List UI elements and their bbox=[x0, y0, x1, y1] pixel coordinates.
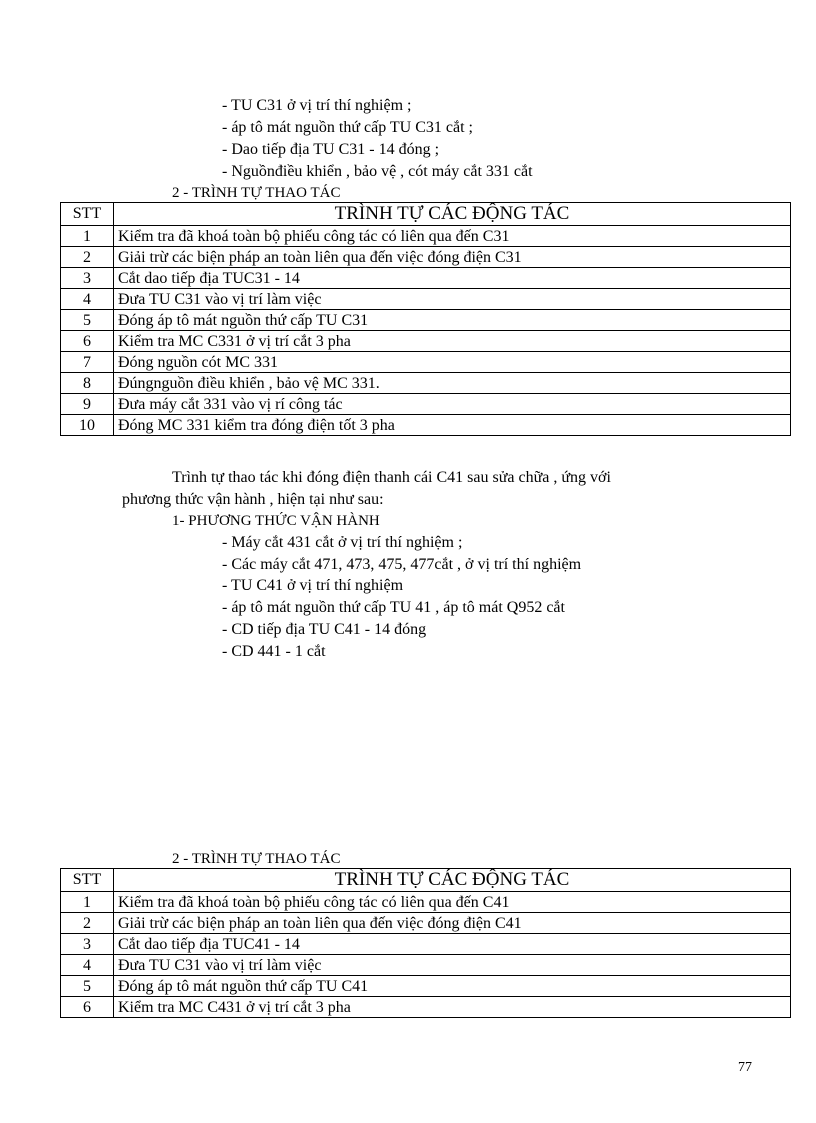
table-header-row bbox=[61, 203, 791, 226]
table-row bbox=[61, 268, 791, 289]
condition-line: - CD 441 - 1 cắt bbox=[222, 643, 326, 660]
table-row bbox=[61, 997, 791, 1018]
table-row bbox=[61, 247, 791, 268]
sequence-heading: 2 - TRÌNH TỰ THAO TÁC bbox=[172, 185, 341, 201]
table-row bbox=[61, 352, 791, 373]
condition-line: - Dao tiếp địa TU C31 - 14 đóng ; bbox=[222, 141, 440, 158]
condition-line: - Nguồnđiều khiển , bảo vệ , cót máy cắt 331 cắt bbox=[222, 163, 533, 180]
row-number: 8 bbox=[61, 373, 114, 394]
row-number: 5 bbox=[61, 976, 114, 997]
sequence-heading: 2 - TRÌNH TỰ THAO TÁC bbox=[172, 851, 341, 867]
table-row bbox=[61, 415, 791, 436]
condition-line: - CD tiếp địa TU C41 - 14 đóng bbox=[222, 621, 427, 638]
stt-header: STT bbox=[61, 203, 114, 226]
row-number: 2 bbox=[61, 247, 114, 268]
stt-header: STT bbox=[61, 869, 114, 892]
row-number: 3 bbox=[61, 934, 114, 955]
table-row bbox=[61, 310, 791, 331]
condition-line: - áp tô mát nguồn thứ cấp TU C31 cắt ; bbox=[222, 119, 473, 136]
condition-line: - TU C41 ở vị trí thí nghiệm bbox=[222, 577, 404, 594]
mode-heading: 1- PHƯƠNG THỨC VẬN HÀNH bbox=[172, 513, 380, 529]
condition-line: - TU C31 ở vị trí thí nghiệm ; bbox=[222, 97, 412, 114]
row-number: 5 bbox=[61, 310, 114, 331]
row-action: Kiểm tra đã khoá toàn bộ phiếu công tác có liên qua đến C31 bbox=[114, 226, 791, 247]
row-number: 2 bbox=[61, 913, 114, 934]
row-number: 4 bbox=[61, 955, 114, 976]
row-action: Đóng MC 331 kiểm tra đóng điện tốt 3 pha bbox=[114, 415, 791, 436]
row-action: Đưa TU C31 vào vị trí làm việc bbox=[114, 955, 791, 976]
condition-line: - áp tô mát nguồn thứ cấp TU 41 , áp tô mát Q952 cắt bbox=[222, 599, 565, 616]
operations-table bbox=[60, 202, 791, 436]
table-row bbox=[61, 226, 791, 247]
row-action: Cắt dao tiếp địa TUC31 - 14 bbox=[114, 268, 791, 289]
page-number: 77 bbox=[738, 1060, 752, 1075]
row-action: Kiểm tra MC C431 ở vị trí cắt 3 pha bbox=[114, 997, 791, 1018]
row-number: 3 bbox=[61, 268, 114, 289]
table-row bbox=[61, 934, 791, 955]
intro-paragraph-line: Trình tự thao tác khi đóng điện thanh cái C41 sau sửa chữa , ứng với bbox=[172, 469, 611, 486]
table-row bbox=[61, 289, 791, 310]
row-action: Đóng nguồn cót MC 331 bbox=[114, 352, 791, 373]
row-number: 6 bbox=[61, 997, 114, 1018]
row-action: Đưa máy cắt 331 vào vị rí công tác bbox=[114, 394, 791, 415]
row-number: 4 bbox=[61, 289, 114, 310]
table-row bbox=[61, 976, 791, 997]
table-row bbox=[61, 913, 791, 934]
condition-line: - Các máy cắt 471, 473, 475, 477cắt , ở vị trí thí nghiệm bbox=[222, 556, 582, 573]
row-number: 1 bbox=[61, 892, 114, 913]
table-row bbox=[61, 892, 791, 913]
condition-line: - Máy cắt 431 cắt ở vị trí thí nghiệm ; bbox=[222, 534, 463, 551]
intro-paragraph-line: phương thức vận hành , hiện tại như sau: bbox=[122, 491, 384, 508]
row-number: 1 bbox=[61, 226, 114, 247]
row-action: Đưa TU C31 vào vị trí làm việc bbox=[114, 289, 791, 310]
row-action: Giải trừ các biện pháp an toàn liên qua đến việc đóng điện C31 bbox=[114, 247, 791, 268]
operations-table bbox=[60, 868, 791, 1018]
row-number: 7 bbox=[61, 352, 114, 373]
row-action: Đóng áp tô mát nguồn thứ cấp TU C41 bbox=[114, 976, 791, 997]
actions-header: TRÌNH TỰ CÁC ĐỘNG TÁC bbox=[114, 203, 791, 226]
row-action: Giải trừ các biện pháp an toàn liên qua đến việc đóng điện C41 bbox=[114, 913, 791, 934]
table-header-row bbox=[61, 869, 791, 892]
table-row bbox=[61, 331, 791, 352]
row-action: Đóng áp tô mát nguồn thứ cấp TU C31 bbox=[114, 310, 791, 331]
table-row bbox=[61, 373, 791, 394]
table-row bbox=[61, 955, 791, 976]
row-number: 6 bbox=[61, 331, 114, 352]
table-row bbox=[61, 394, 791, 415]
row-action: Kiểm tra đã khoá toàn bộ phiếu công tác có liên qua đến C41 bbox=[114, 892, 791, 913]
row-action: Cắt dao tiếp địa TUC41 - 14 bbox=[114, 934, 791, 955]
row-number: 10 bbox=[61, 415, 114, 436]
row-number: 9 bbox=[61, 394, 114, 415]
row-action: Kiểm tra MC C331 ở vị trí cắt 3 pha bbox=[114, 331, 791, 352]
actions-header: TRÌNH TỰ CÁC ĐỘNG TÁC bbox=[114, 869, 791, 892]
row-action: Đúngnguồn điều khiển , bảo vệ MC 331. bbox=[114, 373, 791, 394]
